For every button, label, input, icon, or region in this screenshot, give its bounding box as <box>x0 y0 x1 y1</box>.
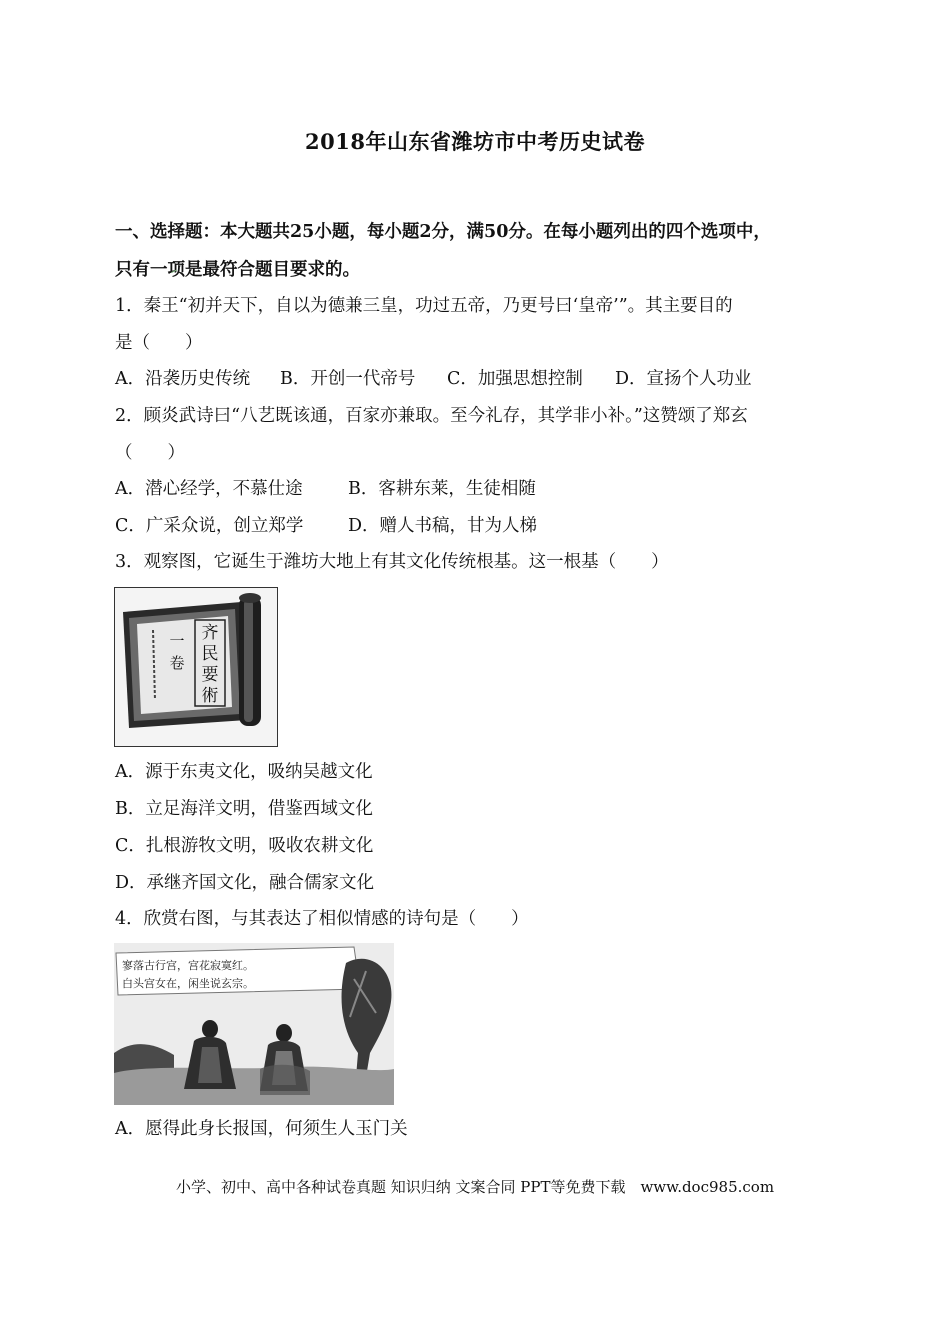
q2-stem-line2: （ ） <box>115 443 185 463</box>
q2-option-d: D．赠人书稿，甘为人梯 <box>348 516 538 536</box>
section-heading-line1: 一、选择题：本大题共25小题，每小题2分，满50分。在每小题列出的四个选项中， <box>115 222 771 242</box>
section-heading-line2: 只有一项是最符合题目要求的。 <box>115 260 360 280</box>
q2-options-row1 <box>115 475 536 500</box>
book-title-char-1: 齐 <box>201 623 219 643</box>
q3-stem: 3．观察图，它诞生于潍坊大地上有其文化传统根基。这一根基（ ） <box>115 552 669 572</box>
q4-option-a: A．愿得此身长报国，何须生人玉门关 <box>115 1119 408 1139</box>
book-volume-char-1: 一 <box>169 632 185 650</box>
page-footer: 小学、初中、高中各种试卷真题 知识归纳 文案合同 PPT等免费下载 www.doc985.com <box>175 1178 775 1196</box>
poem-line-1: 寥落古行宫，宫花寂寞红。 <box>122 959 254 972</box>
book-title-char-4: 術 <box>201 686 219 706</box>
q1-option-c: C．加强思想控制 <box>447 369 583 389</box>
book-title-char-3: 要 <box>201 665 219 685</box>
exam-title: 2018年山东省潍坊市中考历史试卷 <box>305 129 645 154</box>
q1-stem-line2: 是（ ） <box>115 333 203 353</box>
q2-stem-line1: 2．顾炎武诗曰“八艺既该通，百家亦兼取。至今礼存，其学非小补。”这赞颂了郑玄 <box>115 406 748 426</box>
book-volume-char-2: 卷 <box>169 654 185 672</box>
q1-options <box>115 365 752 390</box>
q3-option-c: C．扎根游牧文明，吸收农耕文化 <box>115 836 374 856</box>
palace-painting <box>114 943 394 1105</box>
q2-option-c: C．广采众说，创立郑学 <box>115 516 304 536</box>
q2-option-a: A．潜心经学，不慕仕途 <box>115 479 303 499</box>
q1-option-b: B．开创一代帝号 <box>280 369 416 389</box>
q1-stem-line1: 1．秦王“初并天下，自以为德兼三皇，功过五帝，乃更号曰‘皇帝’”。其主要目的 <box>115 296 733 316</box>
q1-option-d: D．宣扬个人功业 <box>615 369 752 389</box>
q2-option-b: B．客耕东莱，生徒相随 <box>348 479 536 499</box>
q3-option-b: B．立足海洋文明，借鉴西域文化 <box>115 799 373 819</box>
q4-painting-image <box>114 943 394 1105</box>
book-title-char-2: 民 <box>201 644 219 664</box>
q3-option-d: D．承继齐国文化，融合儒家文化 <box>115 873 375 893</box>
q4-stem: 4．欣赏右图，与其表达了相似情感的诗句是（ ） <box>115 909 529 929</box>
q3-book-image <box>114 587 278 747</box>
q2-options-row2 <box>115 512 537 537</box>
q3-option-a: A．源于东夷文化，吸纳吴越文化 <box>115 762 373 782</box>
book-illustration <box>115 588 277 746</box>
poem-line-2: 白头宫女在，闲坐说玄宗。 <box>122 977 254 990</box>
q1-option-a: A．沿袭历史传统 <box>115 369 251 389</box>
